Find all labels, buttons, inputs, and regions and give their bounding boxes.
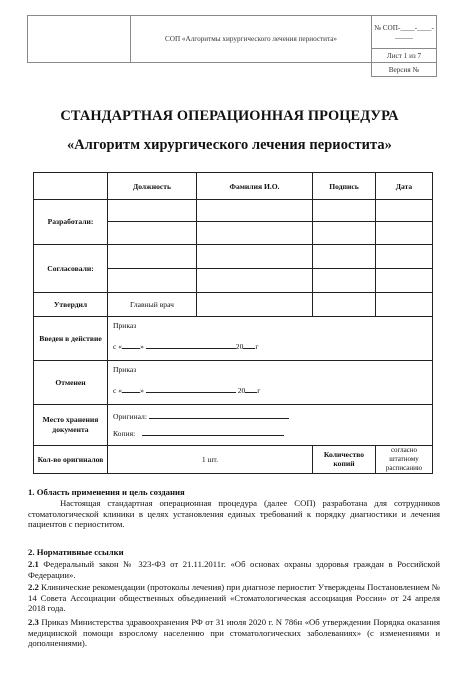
- developed-label: Разработали:: [34, 200, 108, 244]
- copy-label: Копия:: [113, 428, 136, 438]
- year-blank: [243, 340, 255, 349]
- table-cell: [313, 268, 376, 292]
- day-blank: [122, 384, 140, 393]
- item-2-1-number: 2.1: [28, 559, 39, 569]
- section-2-heading: 2. Нормативные ссылки: [28, 547, 124, 557]
- original-label: Оригинал:: [113, 411, 147, 421]
- table-cell: [197, 293, 313, 317]
- introduced-label: Введен в действие: [34, 317, 108, 360]
- cancelled-date-line: [113, 384, 432, 396]
- date-prefix: с «: [113, 385, 123, 395]
- section-2-title: [28, 547, 440, 558]
- section-1-title: [28, 487, 440, 498]
- table-cell: [376, 268, 433, 292]
- copy-blank: [142, 427, 284, 436]
- header-spacer: [28, 63, 372, 77]
- date-mid: »: [140, 385, 144, 395]
- copies-count-value: согласно штатному расписанию: [376, 445, 433, 473]
- column-name: Фамилия И.О.: [197, 173, 313, 200]
- item-2-2-text: Клинические рекомендации (протоколы лечения) при диагнозе периостит Утверждены Постановлением № 14 Совета Ассоциации общественных объединений «Стоматологическая ассоциация России» от 24 апреля 2018 года.: [28, 582, 440, 614]
- table-cell: [108, 222, 197, 244]
- storage-cell: [108, 405, 433, 445]
- introduced-order-label: Приказ: [113, 321, 137, 331]
- originals-count-label: Кол-во оригиналов: [34, 445, 108, 473]
- approved-label: Утвердил: [34, 293, 108, 317]
- agreed-label: Согласовали:: [34, 244, 108, 292]
- table-cell: [197, 222, 313, 244]
- column-signature: Подпись: [313, 173, 376, 200]
- introduced-order-cell: [108, 317, 433, 360]
- month-blank: [146, 340, 236, 349]
- storage-label: Место хранения документа: [34, 405, 108, 445]
- page-title: СТАНДАРТНАЯ ОПЕРАЦИОННАЯ ПРОЦЕДУРА: [60, 108, 399, 124]
- table-cell: [108, 200, 197, 222]
- approved-position: Главный врач: [108, 293, 197, 317]
- table-cell: [197, 244, 313, 268]
- original-blank: [149, 410, 289, 419]
- copy-line: [113, 425, 432, 442]
- introduced-date-line: [113, 340, 432, 352]
- item-2-1-text: Федеральный закон № 323-ФЗ от 21.11.2011г. «Об основах охраны здоровья граждан в Российской Федерации».: [28, 559, 440, 580]
- section-2-1: [28, 559, 440, 580]
- table-cell: [313, 244, 376, 268]
- date-year: 20: [235, 342, 244, 352]
- table-corner-cell: [34, 173, 108, 200]
- cancelled-order-label: Приказ: [113, 364, 137, 374]
- table-cell: [108, 244, 197, 268]
- column-position: Должность: [108, 173, 197, 200]
- date-year: 20: [237, 385, 246, 395]
- header-version: Версия №: [372, 63, 437, 77]
- section-1-text: Настоящая стандартная операционная процедура (далее СОП) разработана для сотрудников стоматологической клиники в целях установления единых требований к порядку диагностики и лечения пациентов с периоститом.: [28, 498, 440, 530]
- cancelled-order-cell: [108, 360, 433, 404]
- year-blank: [245, 384, 257, 393]
- table-cell: [376, 200, 433, 222]
- date-mid: »: [140, 342, 144, 352]
- original-line: [113, 408, 432, 425]
- item-2-3-number: 2.3: [28, 617, 39, 627]
- section-1-heading: 1. Область применения и цель создания: [28, 487, 185, 497]
- date-suffix: г: [255, 342, 259, 352]
- date-prefix: с «: [113, 342, 123, 352]
- table-cell: [197, 268, 313, 292]
- table-cell: [313, 222, 376, 244]
- header-sop-number: № СОП-____-____-_____: [372, 16, 437, 49]
- document-header: [27, 15, 437, 77]
- originals-count-value: 1 шт.: [108, 445, 313, 473]
- approval-table: [33, 172, 433, 474]
- day-blank: [122, 340, 140, 349]
- copies-count-label: Количество копий: [313, 445, 376, 473]
- section-2-2: [28, 582, 440, 614]
- item-2-2-number: 2.2: [28, 582, 39, 592]
- month-blank: [146, 384, 236, 393]
- header-blank-cell: [28, 16, 131, 63]
- cancelled-label: Отменен: [34, 360, 108, 404]
- item-2-3-text: Приказ Министерства здравоохранения РФ от 31 июля 2020 г. N 786н «Об утверждении Порядка оказания медицинской помощи взрослому населению при стоматологических заболеваниях» (с изменениями и дополнениями).: [28, 617, 440, 649]
- table-header-row: [34, 173, 433, 200]
- column-date: Дата: [376, 173, 433, 200]
- section-2-3: [28, 617, 440, 649]
- header-sop-title: СОП «Алгоритмы хирургического лечения периостита»: [131, 16, 372, 63]
- table-cell: [313, 293, 376, 317]
- table-cell: [108, 268, 197, 292]
- table-cell: [197, 200, 313, 222]
- date-suffix: г: [257, 385, 261, 395]
- table-cell: [376, 244, 433, 268]
- table-cell: [313, 200, 376, 222]
- table-cell: [376, 222, 433, 244]
- table-cell: [376, 293, 433, 317]
- page-subtitle: «Алгоритм хирургического лечения периостита»: [67, 137, 392, 153]
- header-sheet: Лист 1 из 7: [372, 49, 437, 63]
